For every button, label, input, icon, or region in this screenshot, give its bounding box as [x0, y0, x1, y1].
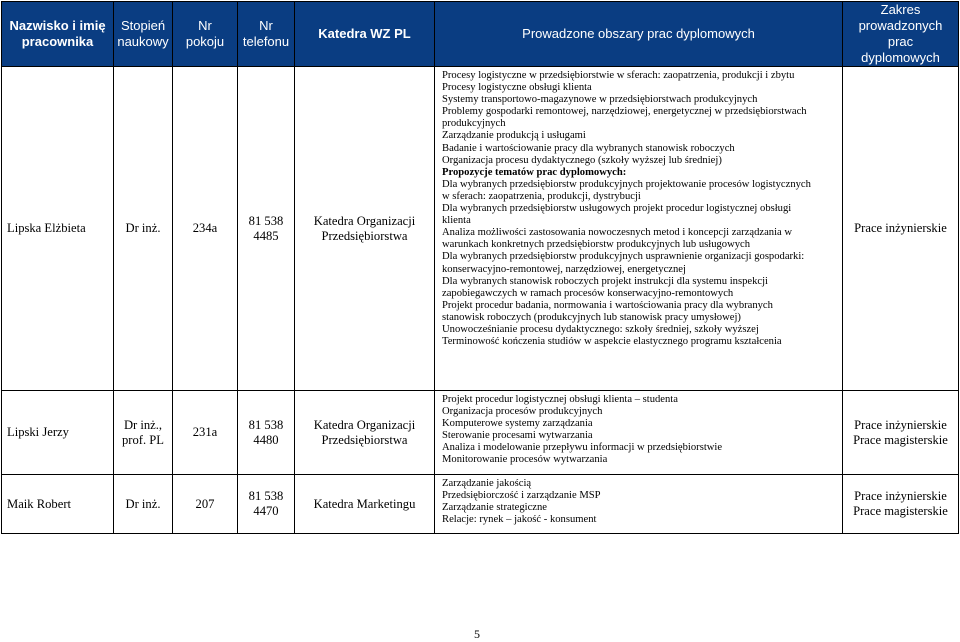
topic-line: Systemy transportowo-magazynowe w przedsiębiorstwach produkcyjnych — [442, 94, 758, 106]
topic-line: Projekt procedur logistycznej obsługi klienta – studenta — [442, 394, 678, 405]
row-topics — [435, 391, 843, 475]
topic-line: Analiza i modelowanie przepływu informacji w przedsiębiorstwie — [442, 442, 723, 454]
row-phone: 81 538 4470 — [238, 475, 295, 534]
row-scope: Prace inżynierskie Prace magisterskie — [843, 391, 959, 475]
header-name: Nazwisko i imię pracownika — [2, 2, 114, 67]
row-degree: Dr inż., prof. PL — [114, 391, 173, 475]
row-scope: Prace inżynierskie — [843, 67, 959, 391]
topic-line: Dla wybranych przedsiębiorstw produkcyjnych projektowanie procesów logistycznych — [442, 178, 811, 190]
topic-line: Dla wybranych stanowisk roboczych projekt instrukcji dla systemu inspekcji — [442, 275, 768, 287]
header-areas: Prowadzone obszary prac dyplomowych — [435, 2, 843, 67]
topic-line: Procesy logistyczne w przedsiębiorstwie w sferach: zaopatrzenia, produkcji i zbytu — [442, 70, 795, 81]
row-topics — [435, 67, 843, 391]
topic-line: zapobiegawczych w ramach procesów konserwacyjno-remontowych — [442, 287, 734, 299]
header-department: Katedra WZ PL — [295, 2, 435, 67]
topic-line: Organizacja procesu dydaktycznego (szkoły wyższej lub średniej) — [442, 154, 722, 166]
topic-line: Procesy logistyczne obsługi klienta — [442, 82, 592, 94]
topic-line: warunkach konkretnych przedsiębiorstw produkcyjnych lub usługowych — [442, 239, 751, 251]
topic-line: Komputerowe systemy zarządzania — [442, 418, 593, 430]
topic-line: w sferach: zaopatrzenia, produkcji, dystrybucji — [442, 190, 641, 202]
topic-line: Zarządzanie strategiczne — [442, 502, 547, 514]
row-department: Katedra Marketingu — [295, 475, 435, 534]
topic-line: Unowocześnianie procesu dydaktycznego: szkoły średniej, szkoły wyższej — [442, 323, 759, 335]
row-name: Maik Robert — [2, 475, 114, 534]
header-scope: Zakres prowadzonych prac dyplomowych — [843, 2, 959, 67]
topic-line: Dla wybranych przedsiębiorstw usługowych projekt procedur logistycznej obsługi — [442, 203, 792, 215]
table-row — [2, 475, 959, 534]
topic-line: Problemy gospodarki remontowej, narzędziowej, energetycznej w przedsiębiorstwach — [442, 106, 807, 118]
topic-line: Relacje: rynek – jakość - konsument — [442, 514, 597, 526]
row-department: Katedra Organizacji Przedsiębiorstwa — [295, 391, 435, 475]
row-name: Lipski Jerzy — [2, 391, 114, 475]
topic-line: klienta — [442, 215, 471, 227]
row-degree: Dr inż. — [114, 67, 173, 391]
topic-line: Projekt procedur badania, normowania i wartościowania pracy dla wybranych — [442, 299, 773, 311]
topic-line: Zarządzanie produkcją i usługami — [442, 130, 586, 142]
topic-line: Sterowanie procesami wytwarzania — [442, 430, 593, 442]
topic-line: Dla wybranych przedsiębiorstw produkcyjnych usprawnienie organizacji gospodarki: — [442, 251, 805, 263]
row-room: 231a — [173, 391, 238, 475]
topic-line: Propozycje tematów prac dyplomowych: — [442, 166, 627, 178]
header-degree: Stopień naukowy — [114, 2, 173, 67]
header-phone: Nr telefonu — [238, 2, 295, 67]
row-name: Lipska Elżbieta — [2, 67, 114, 391]
row-room: 207 — [173, 475, 238, 534]
row-scope: Prace inżynierskie Prace magisterskie — [843, 475, 959, 534]
topic-line: stanowisk roboczych (produkcyjnych lub stanowisk pracy umysłowej) — [442, 311, 741, 323]
topic-line: Organizacja procesów produkcyjnych — [442, 406, 603, 418]
supervisors-table — [1, 1, 959, 534]
topic-line: Analiza możliwości zastosowania nowoczesnych metod i koncepcji zarządzania w — [442, 227, 793, 239]
header-room: Nr pokoju — [173, 2, 238, 67]
table-row — [2, 67, 959, 391]
topic-line: Monitorowanie procesów wytwarzania — [442, 454, 608, 466]
row-phone: 81 538 4480 — [238, 391, 295, 475]
row-degree: Dr inż. — [114, 475, 173, 534]
topic-line: Przedsiębiorczość i zarządzanie MSP — [442, 490, 601, 502]
table-row — [2, 391, 959, 475]
page-number: 5 — [474, 627, 480, 641]
row-topics — [435, 475, 843, 534]
topic-line: konserwacyjno-remontowej, narzędziowej, energetycznej — [442, 263, 686, 275]
topic-line: Terminowość kończenia studiów w aspekcie elastycznego programu kształcenia — [442, 336, 782, 348]
topic-line: Badanie i wartościowanie pracy dla wybranych stanowisk roboczych — [442, 142, 735, 154]
row-phone: 81 538 4485 — [238, 67, 295, 391]
table-header-row — [2, 2, 959, 67]
topic-line: Zarządzanie jakością — [442, 478, 532, 489]
row-department: Katedra Organizacji Przedsiębiorstwa — [295, 67, 435, 391]
row-room: 234a — [173, 67, 238, 391]
topic-line: produkcyjnych — [442, 118, 506, 130]
